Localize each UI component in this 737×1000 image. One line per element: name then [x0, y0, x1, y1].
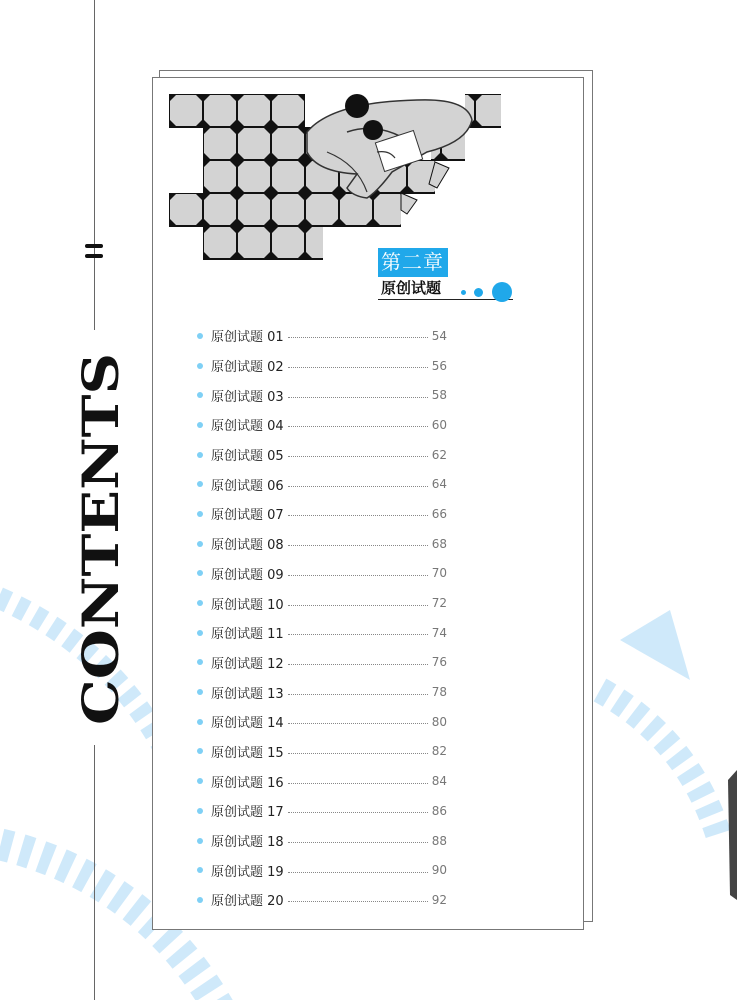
toc-entry-page: 54 [431, 328, 447, 343]
toc-bullet [197, 422, 203, 428]
toc-dot-leader [288, 723, 428, 724]
toc-entry-page: 70 [431, 566, 447, 581]
toc-entry[interactable] [197, 410, 447, 440]
toc-entry-label: 原创试题 15 [211, 745, 284, 761]
toc-entry-label: 原创试题 16 [211, 775, 284, 791]
toc-page [152, 77, 584, 930]
toc-bullet [197, 333, 203, 339]
toc-entry-page: 80 [431, 714, 447, 729]
toc-entry-label: 原创试题 06 [211, 478, 284, 494]
toc-entry[interactable] [197, 707, 447, 737]
toc-dot-leader [288, 456, 428, 457]
toc-entry[interactable] [197, 440, 447, 470]
toc-dot-leader [288, 545, 428, 546]
toc-entry-page: 90 [431, 863, 447, 878]
toc-entry[interactable] [197, 826, 447, 856]
toc-entry-label: 原创试题 18 [211, 835, 284, 851]
toc-bullet [197, 659, 203, 665]
toc-entry-page: 64 [431, 477, 447, 492]
toc-bullet [197, 630, 203, 636]
accent-dot-large [492, 282, 512, 302]
toc-bullet [197, 452, 203, 458]
toc-dot-leader [288, 337, 428, 338]
toc-bullet [197, 867, 203, 873]
toc-dot-leader [288, 812, 428, 813]
toc-dot-leader [288, 783, 428, 784]
toc-entry-page: 88 [431, 833, 447, 848]
toc-entry-label: 原创试题 04 [211, 419, 284, 435]
toc-dot-leader [288, 575, 428, 576]
toc-bullet [197, 392, 203, 398]
contents-heading [71, 350, 130, 728]
toc-bullet [197, 897, 203, 903]
toc-bullet [197, 600, 203, 606]
toc-entry-page: 92 [431, 892, 447, 907]
toc-entry-label: 原创试题 02 [211, 360, 284, 376]
toc-entry-page: 78 [431, 685, 447, 700]
toc-dot-leader [288, 605, 428, 606]
toc-entry[interactable] [197, 766, 447, 796]
accent-dot-small [461, 290, 466, 295]
toc-entry-label: 原创试题 20 [211, 894, 284, 910]
toc-entry[interactable] [197, 559, 447, 589]
toc-dot-leader [288, 901, 428, 902]
toc-bullet [197, 748, 203, 754]
chapter-title: 第二章 [378, 248, 448, 277]
toc-bullet [197, 689, 203, 695]
toc-bullet [197, 481, 203, 487]
toc-dot-leader [288, 872, 428, 873]
toc-bullet [197, 838, 203, 844]
toc-entry[interactable] [197, 855, 447, 885]
toc-bullet [197, 778, 203, 784]
toc-entry-page: 62 [431, 447, 447, 462]
toc-entry-label: 原创试题 17 [211, 805, 284, 821]
toc-entry-label: 原创试题 03 [211, 389, 284, 405]
toc-entry[interactable] [197, 321, 447, 351]
toc-entry[interactable] [197, 648, 447, 678]
toc-entry-page: 56 [431, 358, 447, 373]
toc-entry-label: 原创试题 13 [211, 686, 284, 702]
toc-entry-label: 原创试题 11 [211, 627, 284, 643]
toc-entry-page: 72 [431, 596, 447, 611]
toc-dot-leader [288, 515, 428, 516]
toc-bullet [197, 363, 203, 369]
toc-entry-page: 82 [431, 744, 447, 759]
toc-list [197, 321, 447, 915]
toc-entry-label: 原创试题 12 [211, 656, 284, 672]
toc-entry[interactable] [197, 796, 447, 826]
toc-entry-page: 84 [431, 774, 447, 789]
toc-dot-leader [288, 842, 428, 843]
toc-entry[interactable] [197, 885, 447, 915]
toc-dot-leader [288, 634, 428, 635]
toc-entry-label: 原创试题 14 [211, 716, 284, 732]
equals-mark-top [85, 244, 103, 248]
toc-entry[interactable] [197, 737, 447, 767]
chapter-subtitle: 原创试题 [378, 277, 513, 300]
toc-dot-leader [288, 397, 428, 398]
toc-entry-label: 原创试题 07 [211, 508, 284, 524]
toc-bullet [197, 511, 203, 517]
toc-entry[interactable] [197, 529, 447, 559]
toc-entry-page: 60 [431, 417, 447, 432]
toc-entry-label: 原创试题 01 [211, 330, 284, 346]
tiled-wall-illustration [167, 92, 511, 292]
toc-dot-leader [288, 694, 428, 695]
toc-entry-label: 原创试题 05 [211, 449, 284, 465]
toc-entry-page: 74 [431, 625, 447, 640]
toc-entry[interactable] [197, 588, 447, 618]
toc-entry-page: 58 [431, 388, 447, 403]
toc-bullet [197, 808, 203, 814]
toc-dot-leader [288, 753, 428, 754]
toc-entry-page: 68 [431, 536, 447, 551]
toc-entry-page: 86 [431, 803, 447, 818]
toc-entry-label: 原创试题 09 [211, 567, 284, 583]
toc-dot-leader [288, 486, 428, 487]
toc-entry[interactable] [197, 469, 447, 499]
contents-heading-text: CONTENTS [71, 401, 130, 725]
toc-entry-label: 原创试题 10 [211, 597, 284, 613]
toc-entry[interactable] [197, 380, 447, 410]
toc-entry-label: 原创试题 19 [211, 864, 284, 880]
equals-mark-bottom [85, 254, 103, 258]
toc-dot-leader [288, 426, 428, 427]
toc-bullet [197, 541, 203, 547]
left-rule-top [94, 0, 95, 330]
left-rule-bottom [94, 745, 95, 1000]
toc-entry[interactable] [197, 351, 447, 381]
toc-entry[interactable] [197, 618, 447, 648]
toc-entry-page: 66 [431, 506, 447, 521]
toc-entry-page: 76 [431, 655, 447, 670]
toc-bullet [197, 570, 203, 576]
toc-entry[interactable] [197, 677, 447, 707]
toc-dot-leader [288, 664, 428, 665]
toc-entry[interactable] [197, 499, 447, 529]
toc-dot-leader [288, 367, 428, 368]
toc-bullet [197, 719, 203, 725]
accent-dot-medium [474, 288, 483, 297]
toc-entry-label: 原创试题 08 [211, 538, 284, 554]
